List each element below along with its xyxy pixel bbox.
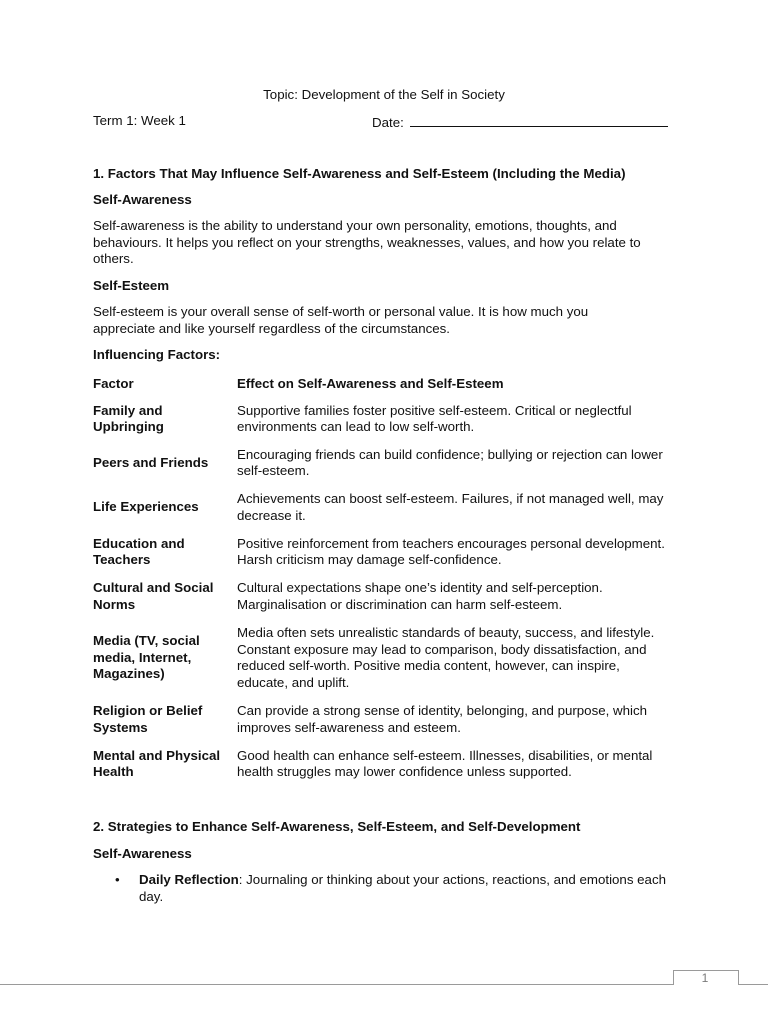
date-blank-line (410, 113, 668, 127)
header-effect: Effect on Self-Awareness and Self-Esteem (237, 375, 504, 391)
bullet-icon: • (115, 872, 120, 887)
factors-table (90, 371, 670, 786)
effect-cell: Achievements can boost self-esteem. Failures, if not managed well, may decrease it. (237, 491, 664, 523)
effect-cell: Good health can enhance self-esteem. Illnesses, disabilities, or mental health struggles may lower confidence unless supported. (237, 747, 653, 779)
factor-cell: Religion or Belief Systems (93, 703, 203, 735)
factor-cell: Media (TV, social media, Internet, Magazines) (93, 633, 200, 682)
page-number: 1 (701, 971, 709, 985)
factor-cell: Cultural and Social Norms (93, 580, 214, 612)
table-row (90, 530, 670, 574)
bullet-term: Daily Reflection (139, 872, 239, 887)
self-esteem-text: Self-esteem is your overall sense of self-worth or personal value. It is how much you appreciate and like yourself regardless of the circumstances. (93, 304, 589, 336)
factor-cell: Family and Upbringing (93, 402, 164, 434)
table-row (90, 397, 670, 441)
factor-cell: Life Experiences (93, 499, 199, 515)
self-awareness-text: Self-awareness is the ability to understand your own personality, emotions, thoughts, and behaviours. It helps you reflect on your strengths, weaknesses, values, and how you relate to others. (93, 218, 641, 266)
factor-cell: Education and Teachers (93, 535, 185, 567)
factor-cell: Mental and Physical Health (93, 747, 221, 779)
factor-cell: Peers and Friends (93, 454, 209, 470)
effect-cell: Positive reinforcement from teachers encourages personal development. Harsh criticism may damage self-confidence. (237, 535, 665, 567)
self-esteem-heading: Self-Esteem (93, 278, 170, 293)
effect-cell: Can provide a strong sense of identity, belonging, and purpose, which improves self-awareness and esteem. (237, 703, 648, 735)
date-label: Date: (372, 115, 404, 130)
table-header-row (90, 371, 670, 397)
section1-heading: 1. Factors That May Influence Self-Awareness and Self-Esteem (Including the Media) (93, 166, 626, 181)
table-row (90, 441, 670, 485)
bullet-text: : Journaling or thinking about your actions, reactions, and emotions each day. (139, 872, 666, 904)
effect-cell: Encouraging friends can build confidence; bullying or rejection can lower self-esteem. (237, 446, 663, 478)
influencing-factors-heading: Influencing Factors: (93, 347, 221, 362)
date-field (372, 113, 668, 130)
self-awareness-heading: Self-Awareness (93, 192, 192, 207)
section2-heading: 2. Strategies to Enhance Self-Awareness, Self-Esteem, and Self-Development (93, 819, 581, 834)
effect-cell: Media often sets unrealistic standards of beauty, success, and lifestyle. Constant exposure may lead to comparison, body dissatisfaction, and reduced self-worth. Positive media content, however, can inspire, educate, and uplift. (237, 625, 655, 690)
topic-line: Topic: Development of the Self in Society (263, 87, 505, 102)
table-row (90, 742, 670, 786)
effect-cell: Supportive families foster positive self-esteem. Critical or neglectful environments can lead to low self-worth. (237, 402, 632, 434)
table-row (90, 574, 670, 619)
term-label: Term 1: Week 1 (93, 113, 186, 128)
table-row (90, 619, 670, 697)
table-row (90, 697, 670, 742)
table-row (90, 485, 670, 530)
footer-divider (0, 984, 768, 985)
effect-cell: Cultural expectations shape one’s identity and self-perception. Marginalisation or discrimination can harm self-esteem. (237, 580, 603, 612)
section2-self-awareness-heading: Self-Awareness (93, 846, 192, 861)
header-factor: Factor (93, 375, 134, 391)
